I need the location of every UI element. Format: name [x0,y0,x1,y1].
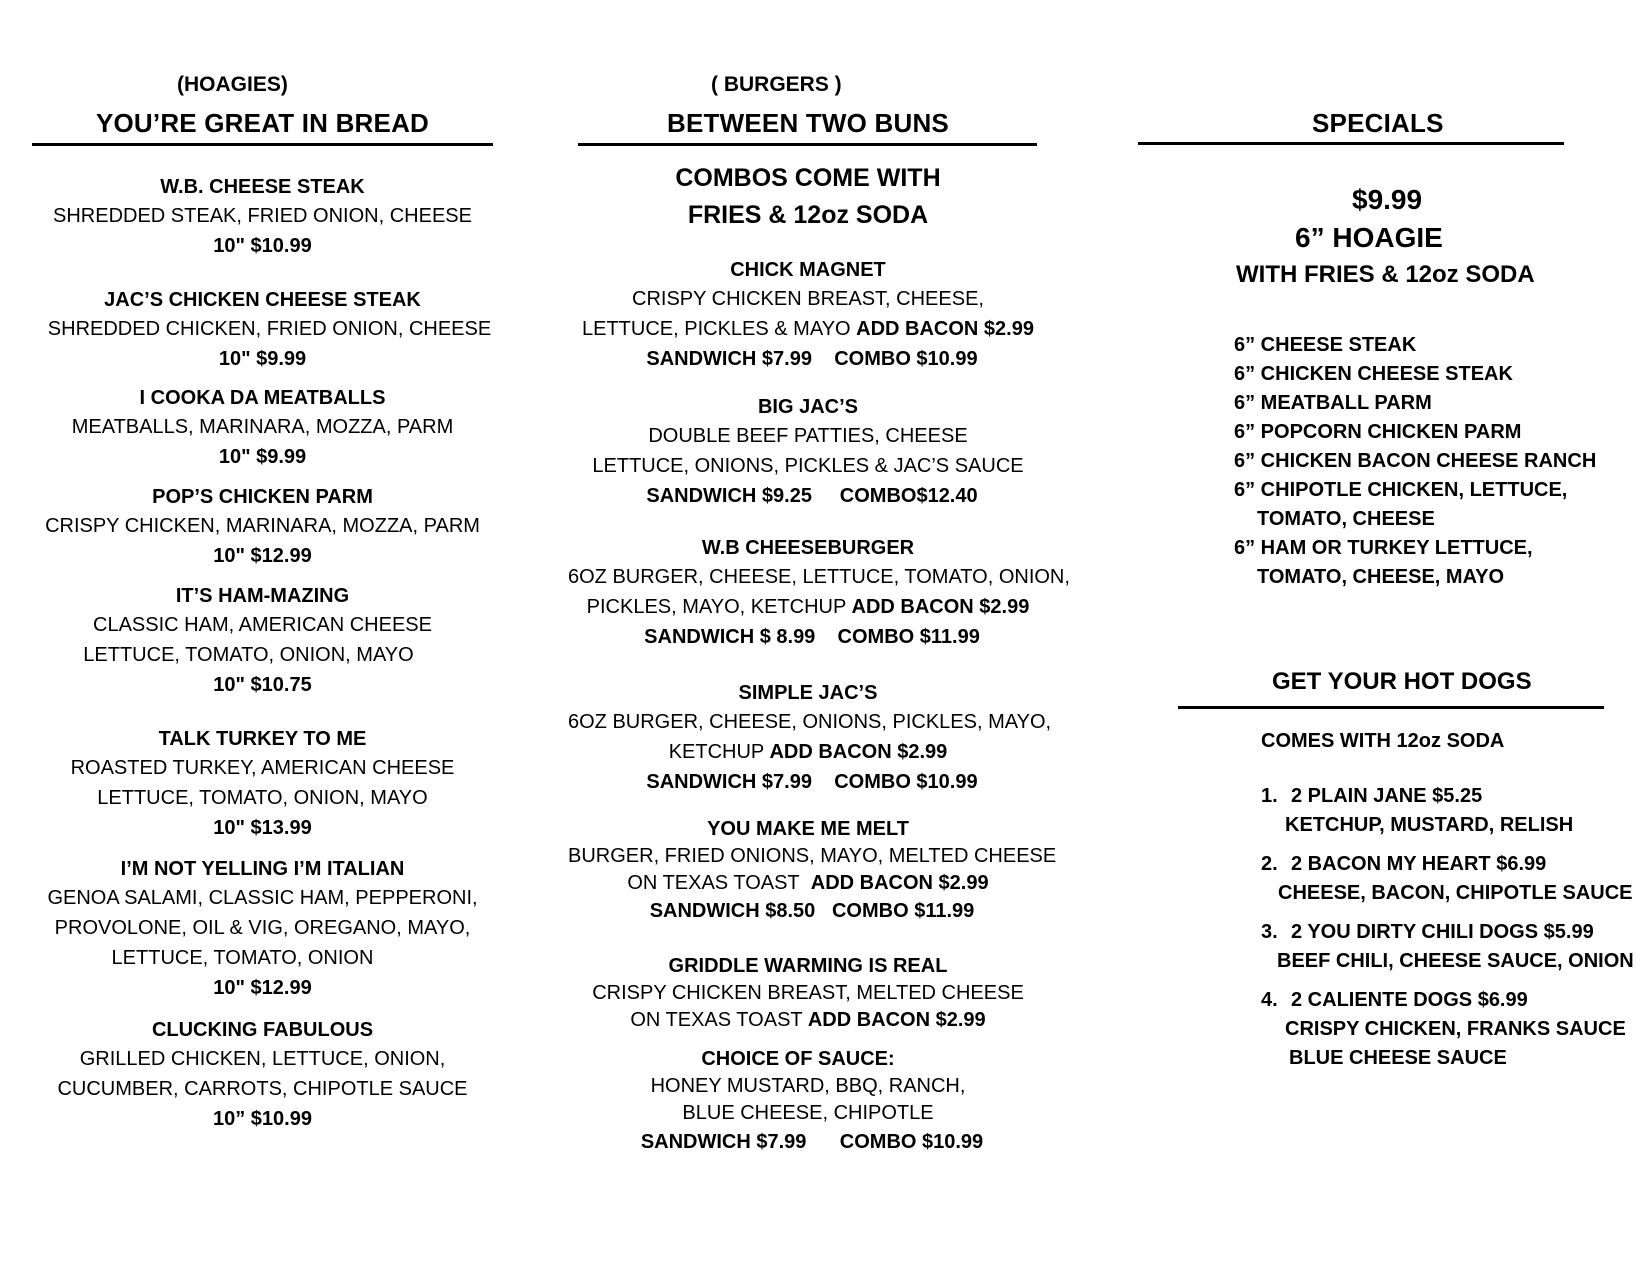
burgers-column [568,0,1070,1275]
burger-item [568,815,1057,925]
item-desc: GENOA SALAMI, CLASSIC HAM, PEPPERONI, [47,887,478,909]
sandwich-price: SANDWICH $ 8.99 [644,626,816,648]
specials-with: WITH FRIES & 12oz SODA [1236,261,1535,288]
item-price [568,344,1048,374]
hotdog-desc: CHEESE, BACON, CHIPOTLE SAUCE [1278,882,1633,904]
item-name: YOU MAKE ME MELT [707,818,909,840]
hoagies-pretitle: (HOAGIES) [177,73,288,96]
add-bacon-label: ADD BACON $2.99 [807,1009,986,1031]
sandwich-price: SANDWICH $7.99 [646,771,812,793]
item-name: CLUCKING FABULOUS [151,1019,374,1041]
burgers-title: BETWEEN TWO BUNS [667,108,949,138]
specials-list-item: 6” POPCORN CHICKEN PARM [1234,421,1522,443]
hotdog-name: 2 BACON MY HEART $6.99 [1291,853,1547,875]
hoagie-item [30,384,495,472]
hotdog-item [1261,918,1634,976]
item-desc: LETTUCE, TOMATO, ONION [111,947,374,969]
combo-price: COMBO $11.99 [837,626,980,648]
add-bacon-label: ADD BACON $2.99 [851,596,1030,618]
hotdog-number: 4. [1261,989,1278,1011]
sandwich-price: SANDWICH $7.99 [640,1131,807,1153]
item-desc [568,592,1048,622]
specials-list-item: 6” CHIPOTLE CHICKEN, LETTUCE, [1234,479,1568,501]
specials-list [1234,331,1596,592]
burger-item [568,256,1048,374]
item-desc: SHREDDED CHICKEN, FRIED ONION, CHEESE [47,318,492,340]
burger-item [568,952,1048,1034]
add-bacon-label: ADD BACON $2.99 [856,318,1034,340]
item-name: SIMPLE JAC’S [738,682,878,704]
item-desc: BURGER, FRIED ONIONS, MAYO, MELTED CHEESE [568,845,1057,867]
item-desc [568,1007,1048,1034]
item-price: 10" $10.99 [213,235,312,257]
item-price [568,1127,1048,1157]
item-desc: 6OZ BURGER, CHEESE, ONIONS, PICKLES, MAYO, [568,711,1052,733]
item-desc: DOUBLE BEEF PATTIES, CHEESE [648,425,968,447]
item-name: I COOKA DA MEATBALLS [139,387,386,409]
item-desc [568,737,1048,767]
item-price [568,897,1048,925]
hotdog-item [1261,986,1626,1073]
item-desc: CLASSIC HAM, AMERICAN CHEESE [93,614,432,636]
item-desc: CRISPY CHICKEN BREAST, CHEESE, [632,288,984,310]
hotdogs-title: GET YOUR HOT DOGS [1272,668,1532,695]
hoagie-item [30,582,495,700]
item-desc: LETTUCE, TOMATO, ONION, MAYO [97,787,428,809]
combo-price: COMBO$12.40 [839,485,978,507]
hotdog-name: 2 PLAIN JANE $5.25 [1291,785,1483,807]
specials-list-item: 6” CHEESE STEAK [1234,334,1417,356]
item-price: 10" $12.99 [213,977,312,999]
hotdog-desc: CRISPY CHICKEN, FRANKS SAUCE [1285,1018,1626,1040]
item-price: 10" $10.75 [213,674,312,696]
item-desc-text: ON TEXAS TOAST [630,1009,803,1031]
combo-price: COMBO $11.99 [831,900,975,922]
item-price [568,622,1048,652]
item-desc: CRISPY CHICKEN, MARINARA, MOZZA, PARM [45,515,480,537]
item-name: JAC’S CHICKEN CHEESE STEAK [104,289,421,311]
item-name: POP’S CHICKEN PARM [152,486,373,508]
item-desc: ROASTED TURKEY, AMERICAN CHEESE [70,757,455,779]
sauce-options: HONEY MUSTARD, BBQ, RANCH, [650,1075,966,1097]
add-bacon-label: ADD BACON $2.99 [769,741,948,763]
item-price [568,481,1048,511]
item-desc: GRILLED CHICKEN, LETTUCE, ONION, [79,1048,446,1070]
specials-column [1150,0,1634,1275]
combo-price: COMBO $10.99 [839,1131,984,1153]
hoagies-rule [32,143,493,146]
item-price: 10” $10.99 [213,1108,312,1130]
item-desc-text: PICKLES, MAYO, KETCHUP [586,596,846,618]
item-price: 10" $9.99 [218,348,307,370]
item-desc [568,870,1048,897]
hotdog-item [1261,850,1632,908]
item-desc: LETTUCE, ONIONS, PICKLES & JAC’S SAUCE [592,455,1024,477]
combo-price: COMBO $10.99 [834,771,978,793]
specials-title: SPECIALS [1312,108,1444,138]
specials-list-item: 6” HAM OR TURKEY LETTUCE, [1234,537,1533,559]
hoagies-column [30,0,495,1275]
hoagie-item [30,725,495,843]
hotdogs-rule [1178,706,1604,709]
hotdog-desc: BEEF CHILI, CHEESE SAUCE, ONION [1277,950,1634,972]
item-desc: 6OZ BURGER, CHEESE, LETTUCE, TOMATO, ONION, [568,566,1070,588]
specials-list-item: 6” CHICKEN BACON CHEESE RANCH [1234,450,1597,472]
hotdog-number: 1. [1261,785,1278,807]
sandwich-price: SANDWICH $7.99 [646,348,812,370]
sandwich-price: SANDWICH $9.25 [646,485,812,507]
sauce-block [568,1045,1048,1157]
specials-list-item: TOMATO, CHEESE [1257,508,1435,530]
item-desc: CUCUMBER, CARROTS, CHIPOTLE SAUCE [57,1078,468,1100]
item-name: I’M NOT YELLING I’M ITALIAN [120,858,405,880]
hotdog-desc: KETCHUP, MUSTARD, RELISH [1285,814,1574,836]
hoagie-item [30,286,495,374]
hoagie-item [30,855,495,1003]
sauce-options: BLUE CHEESE, CHIPOTLE [682,1102,934,1124]
specials-list-item: 6” MEATBALL PARM [1234,392,1432,414]
item-desc: LETTUCE, TOMATO, ONION, MAYO [83,644,414,666]
add-bacon-label: ADD BACON $2.99 [810,872,989,894]
hotdog-name: 2 YOU DIRTY CHILI DOGS $5.99 [1291,921,1594,943]
hoagie-item [30,483,495,571]
specials-hoagie: 6” HOAGIE [1295,222,1443,253]
burger-item [568,393,1048,511]
specials-rule [1138,142,1564,145]
specials-list-item: 6” CHICKEN CHEESE STEAK [1234,363,1513,385]
item-desc: MEATBALLS, MARINARA, MOZZA, PARM [71,416,454,438]
item-name: TALK TURKEY TO ME [158,728,367,750]
item-desc: PROVOLONE, OIL & VIG, OREGANO, MAYO, [54,917,471,939]
sandwich-price: SANDWICH $8.50 [649,900,816,922]
item-price: 10" $12.99 [213,545,312,567]
item-desc-text: LETTUCE, PICKLES & MAYO [582,318,851,340]
item-price: 10" $9.99 [218,446,307,468]
item-name: W.B. CHEESE STEAK [160,176,365,198]
burgers-rule [578,143,1037,146]
burger-item [568,679,1052,797]
hotdog-number: 2. [1261,853,1278,875]
hoagies-title: YOU’RE GREAT IN BREAD [95,108,430,138]
item-name: GRIDDLE WARMING IS REAL [668,955,948,977]
item-desc [568,314,1048,344]
combo-price: COMBO $10.99 [834,348,978,370]
hoagie-item [30,1016,495,1134]
specials-price: $9.99 [1352,184,1423,215]
item-desc: CRISPY CHICKEN BREAST, MELTED CHEESE [592,982,1024,1004]
item-name: BIG JAC’S [757,396,859,418]
item-desc: SHREDDED STEAK, FRIED ONION, CHEESE [53,205,472,227]
item-name: W.B CHEESEBURGER [701,537,915,559]
item-name: CHICK MAGNET [730,259,886,281]
hotdog-name: 2 CALIENTE DOGS $6.99 [1291,989,1528,1011]
item-desc-text: KETCHUP [668,741,764,763]
combo-note-line: FRIES & 12oz SODA [687,201,929,229]
hoagie-item [30,173,495,261]
combo-note-line: COMBOS COME WITH [675,164,941,192]
burger-item [568,534,1070,652]
item-desc-text: ON TEXAS TOAST [627,872,800,894]
specials-list-item: TOMATO, CHEESE, MAYO [1257,566,1505,588]
burgers-pretitle: ( BURGERS ) [711,73,842,96]
sauce-label: CHOICE OF SAUCE: [701,1048,895,1070]
hotdogs-note: COMES WITH 12oz SODA [1261,730,1505,752]
combo-note [568,160,1048,234]
item-price [568,767,1048,797]
hotdog-item [1261,782,1573,840]
hotdog-desc: BLUE CHEESE SAUCE [1289,1047,1507,1069]
item-price: 10" $13.99 [213,817,312,839]
item-name: IT’S HAM-MAZING [175,585,350,607]
hotdog-number: 3. [1261,921,1278,943]
